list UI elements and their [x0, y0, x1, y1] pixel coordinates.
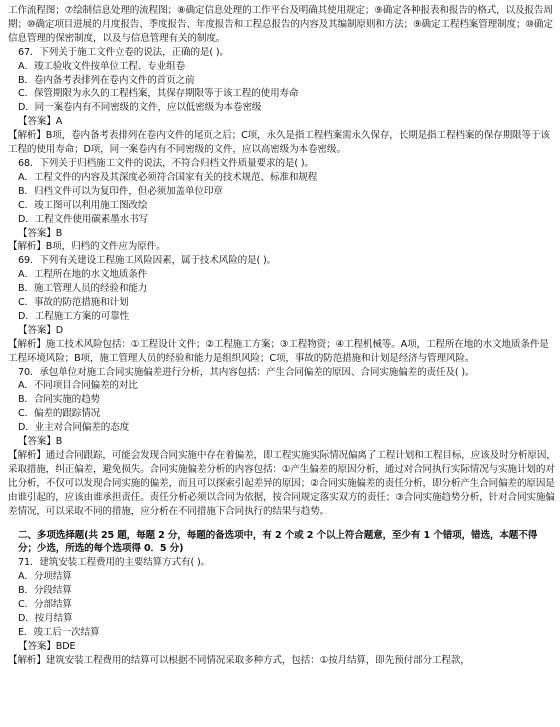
question-71: [8, 556, 556, 667]
explanation: 【解析】施工技术风险包括：①工程设计文件；②工程施工方案；③工程物资；④工程机械等。A项，工程所在地的水文地质条件是工程环境风险；B项，施工管理人员的经验和能力是组织风险；C项，事故的防范措施和计划是经济与管理风险。: [8, 338, 549, 364]
question-stem: 71．建筑安装工程费用的主要结算方式有( )。: [18, 557, 210, 569]
option-a: A．工程所在地的水文地质条件: [18, 269, 148, 281]
question-stem: 70．承包单位对施工合同实施偏差进行分析，其内容包括：产生合同偏差的原因、合同实施偏差的责任及( )。: [18, 366, 475, 378]
explanation: 【解析】通过合同跟踪，可能会发现合同实施中存在着偏差，即工程实施实际情况偏离了工程计划和工程目标，应该及时分析原因，采取措施，纠正偏差，避免损失。合同实施偏差分析的内容包括：①产生偏差的原因分析，通过对合同执行实际情况与实施计划的对比分析，不仅可以发现合同实施的偏差，而且可以探索引起差异的原因；②合同实施偏差的责任分析，即分析产生合同偏差的原因是由谁引起的，应该由谁承担责任。责任分析必须以合同为依据，按合同规定落实双方的责任；③合同实施趋势分析，针对合同实施偏差情况，可以采取不同的措施，应分析在不同措施下合同执行的结果与趋势。: [8, 450, 556, 517]
question-stem: 67．下列关于施工文件立卷的说法，正确的是( )。: [18, 46, 229, 58]
option-d: D．工程文件使用碳素墨水书写: [18, 213, 149, 225]
option-c: C．偏差的跟踪情况: [18, 408, 101, 420]
question-67: [8, 46, 556, 157]
question-69: [8, 254, 556, 365]
option-a: A．不同项目合同偏差的对比: [18, 380, 138, 392]
section-heading: 二、多项选择题(共 25 题，每题 2 分，每题的备选项中，有 2 个或 2 个以上符合题意，至少有 1 个错项，错选，本题不得分；少选，所选的每个选项得 0．5 分): [18, 529, 538, 555]
option-c: C．分部结算: [18, 599, 72, 611]
option-b: B．合同实施的趋势: [18, 394, 100, 406]
explanation: 【解析】B项，卷内备考表排列在卷内文件的尾页之后；C项，永久是指工程档案需永久保存，长期是指工程档案的保存期限等于该工程的使用寿命；D项，同一案卷内有不同密级的文件，应以高密级为本卷密级。: [8, 130, 550, 156]
answer: 【答案】A: [18, 116, 63, 128]
option-a: A．工程文件的内容及其深度必须符合国家有关的技术规范、标准和规程: [18, 171, 318, 183]
option-a: A．分项结算: [18, 571, 72, 583]
question-stem: 68．下列关于归档施工文件的说法，不符合归档文件质量要求的是( )。: [18, 157, 314, 169]
spacer: [8, 519, 556, 523]
option-d: D．业主对合同偏差的态度: [18, 422, 130, 434]
option-e: E．竣工后一次结算: [18, 626, 100, 638]
option-c: C．事故的防范措施和计划: [18, 297, 129, 309]
question-68: [8, 157, 556, 254]
question-stem: 69．下列有关建设工程施工风险因素，属于技术风险的是( )。: [18, 255, 277, 267]
option-b: B．施工管理人员的经验和能力: [18, 283, 148, 295]
answer: 【答案】BDE: [18, 640, 76, 652]
answer: 【答案】D: [18, 324, 64, 336]
option-c: C．保管期限为永久的工程档案，其保存期限等于该工程的使用寿命: [18, 88, 299, 100]
option-c: C．竣工图可以利用施工图改绘: [18, 199, 148, 211]
option-d: D．按月结算: [18, 612, 73, 624]
question-70: [8, 366, 556, 519]
option-b: B．卷内备考表排列在卷内文件的首页之前: [18, 74, 195, 86]
option-a: A．竣工验收文件按单位工程、专业组卷: [18, 60, 185, 72]
answer: 【答案】B: [18, 227, 63, 239]
option-d: D．同一案卷内有不同密级的文件，应以低密级为本卷密级: [18, 102, 262, 114]
option-d: D．工程施工方案的可靠性: [18, 310, 130, 322]
answer: 【答案】B: [18, 436, 63, 448]
explanation: 【解析】建筑安装工程费用的结算可以根据不同情况采取多种方式，包括：①按月结算，即先预付部分工程款，: [8, 654, 470, 666]
explanation: 【解析】B项，归档的文件应为原件。: [8, 241, 166, 253]
intro-paragraph: 工作流程图；⑦绘制信息处理的流程图；⑧确定信息处理的工作平台及明确其使用规定；⑨确定各种报表和报告的格式，以及报告周期；⑩确定项目进展的月度报告、季度报告、年度报告和工程总报告的内容及其编制原则和方法；⑨确定工程档案管理制度；⑩确定信息管理的保密制度，以及与信息管理有关的制度。: [8, 5, 553, 44]
option-b: B．归档文件可以为复印件，但必须加盖单位印章: [18, 185, 223, 197]
option-b: B．分段结算: [18, 585, 72, 597]
